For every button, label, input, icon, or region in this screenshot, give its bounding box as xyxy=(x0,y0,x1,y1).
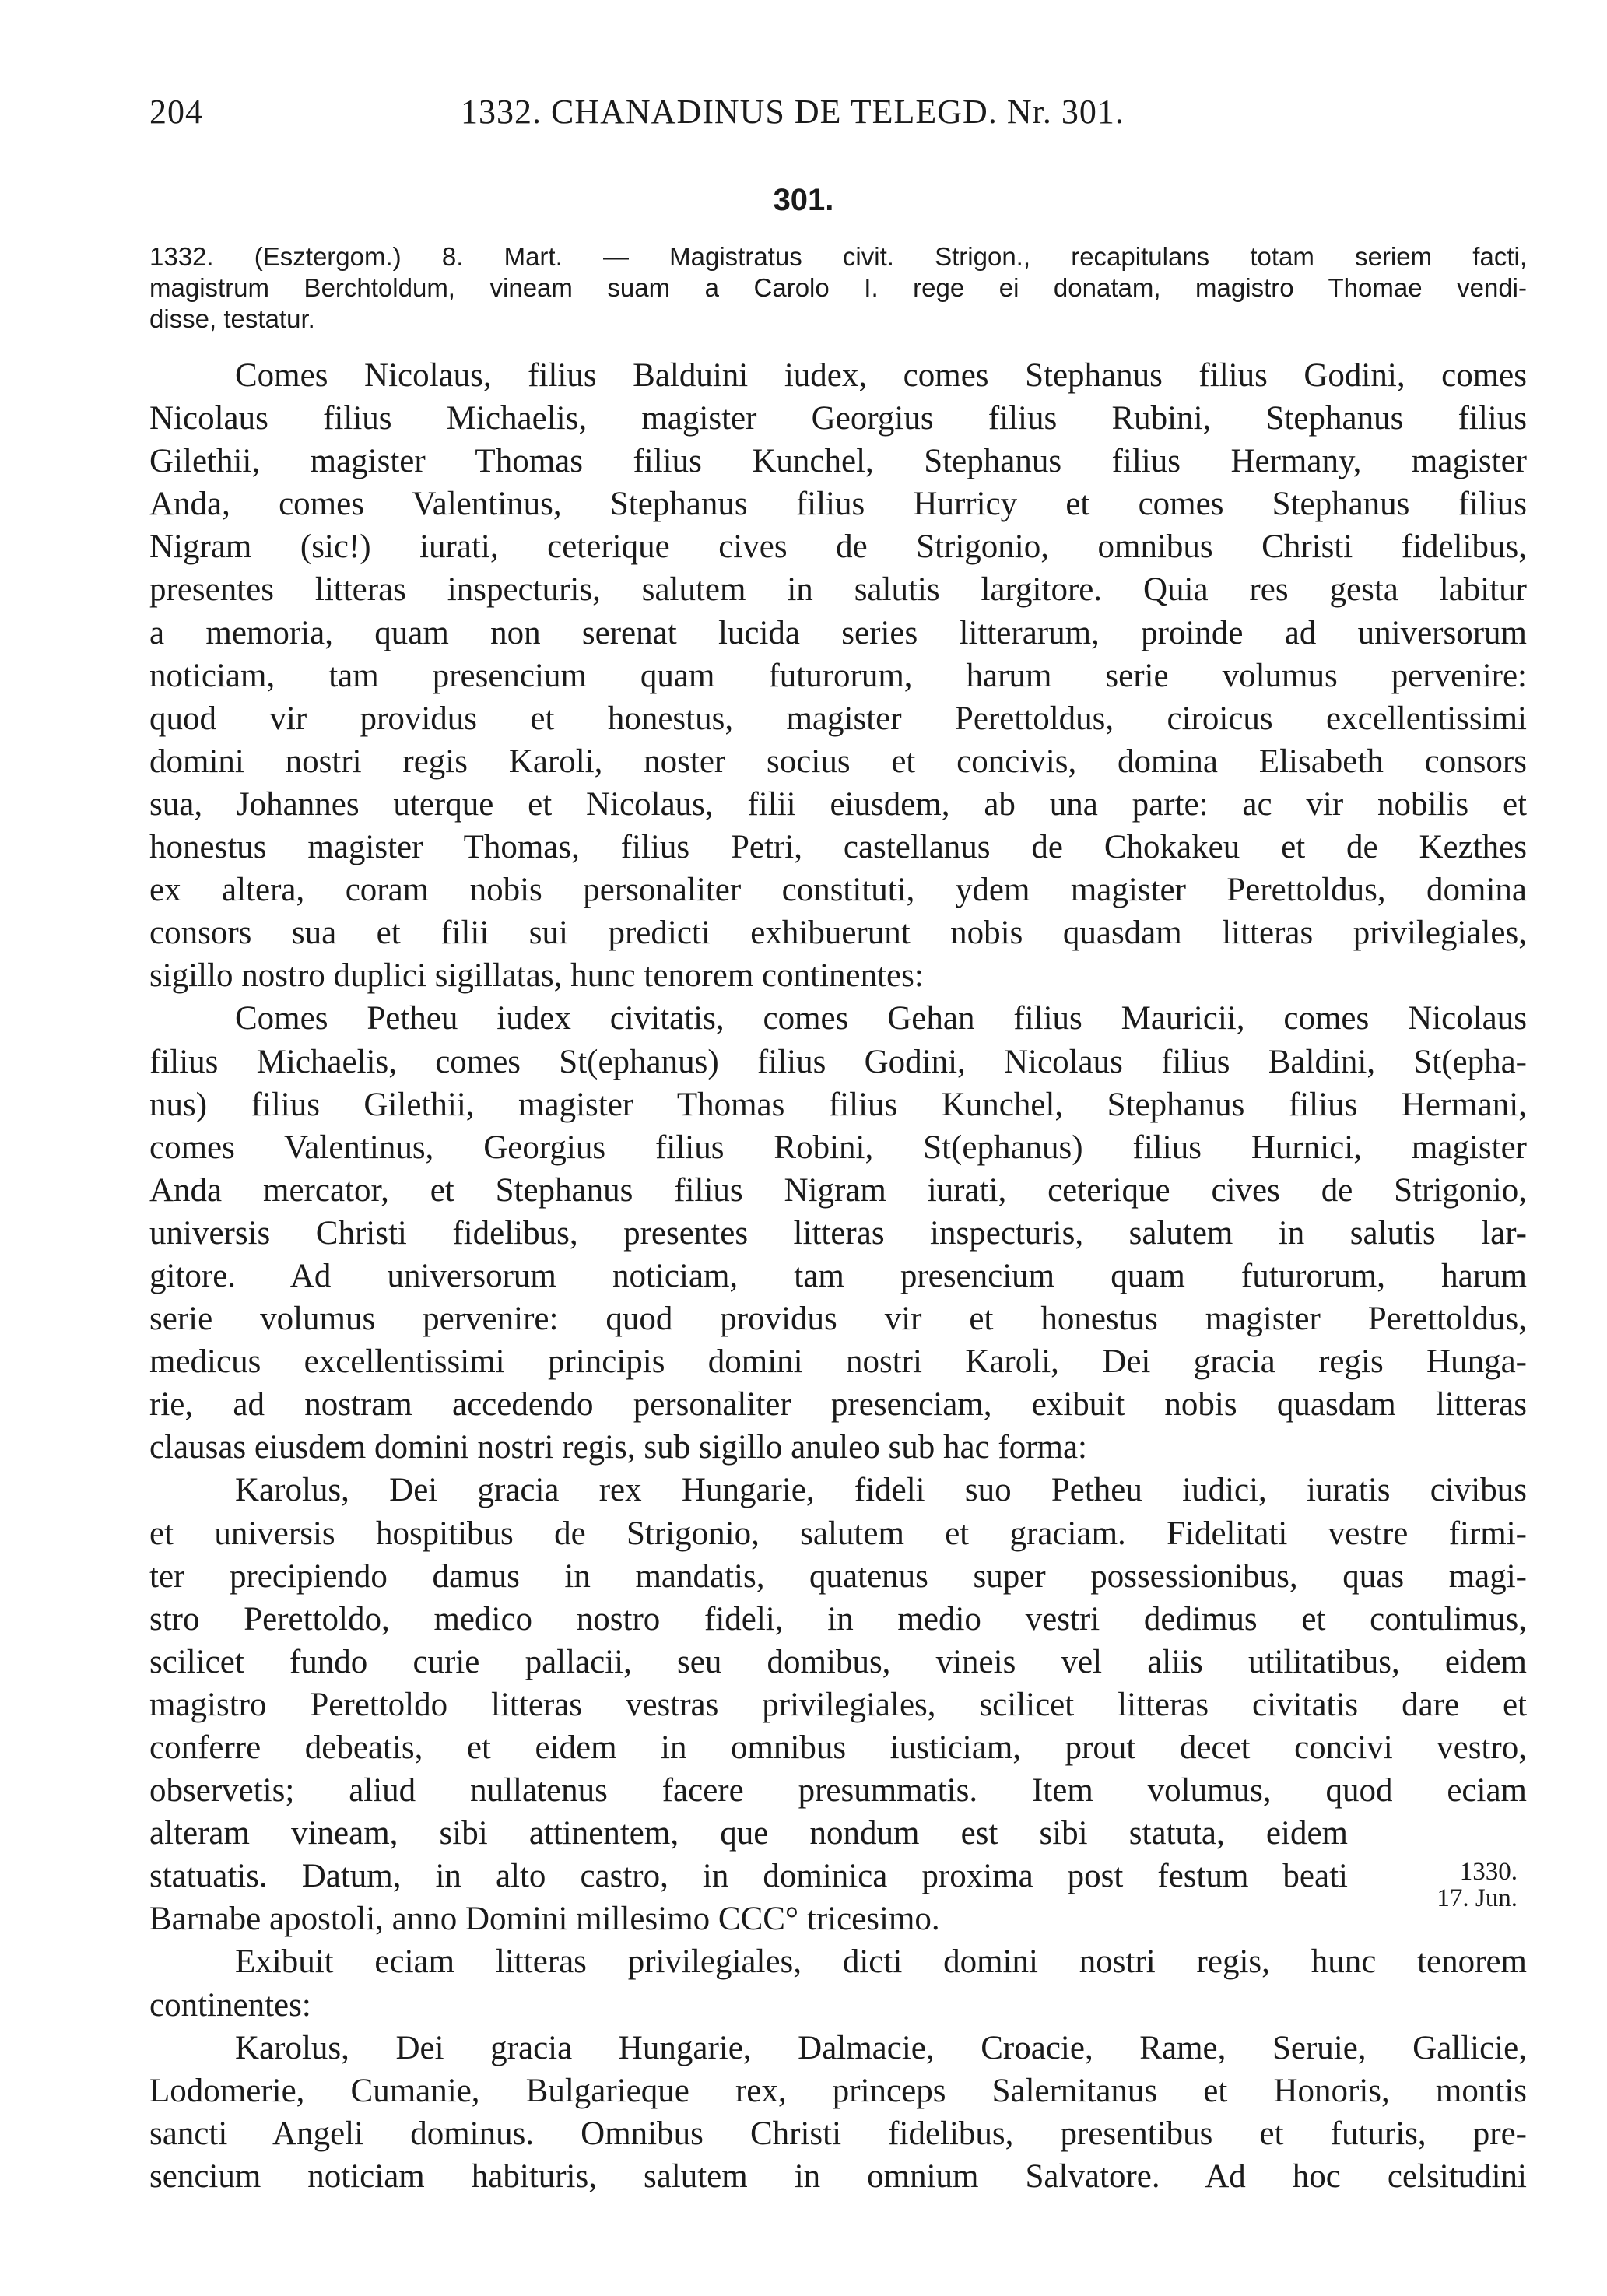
regest-line: magistrum Berchtoldum, vineam suam a Carolo I. rege ei donatam, magistro Thomae vendi- xyxy=(149,273,1527,302)
text-line: Comes Petheu iudex civitatis, comes Gehan filius Mauricii, comes Nicolaus xyxy=(235,1000,1527,1037)
regest-line: disse, testatur. xyxy=(149,304,315,333)
text-line: statuatis. Datum, in alto castro, in dominica proxima post festum beati xyxy=(149,1858,1348,1895)
text-line: medicus excellentissimi principis domini nostri Karoli, Dei gracia regis Hunga- xyxy=(149,1343,1527,1381)
text-line: Exibuit eciam litteras privilegiales, dicti domini nostri regis, hunc tenorem xyxy=(235,1943,1527,1981)
text-line: sencium noticiam habituris, salutem in omnium Salvatore. Ad hoc celsitudini xyxy=(149,2157,1527,2195)
text-line: a memoria, quam non serenat lucida series litterarum, proinde ad universorum xyxy=(149,614,1527,651)
regest-summary xyxy=(149,241,1527,335)
regest-line: 1332. (Esztergom.) 8. Mart. — Magistratus civit. Strigon., recapitulans totam seriem facti, xyxy=(149,242,1527,271)
text-line: noticiam, tam presencium quam futurorum, harum serie volumus pervenire: xyxy=(149,657,1527,694)
text-line: conferre debeatis, et eidem in omnibus iusticiam, prout decet concivi vestro, xyxy=(149,1729,1527,1766)
margin-date-note xyxy=(1401,1859,1518,1912)
text-line: alteram vineam, sibi attinentem, que nondum est sibi statuta, eidem xyxy=(149,1815,1348,1852)
text-line: nus) filius Gilethii, magister Thomas filius Kunchel, Stephanus filius Hermani, xyxy=(149,1086,1527,1123)
text-line: Nicolaus filius Michaelis, magister Georgius filius Rubini, Stephanus filius xyxy=(149,400,1527,437)
text-line: Anda mercator, et Stephanus filius Nigram iurati, ceterique cives de Strigonio, xyxy=(149,1171,1527,1209)
running-title: 1332. CHANADINUS DE TELEGD. Nr. 301. xyxy=(461,93,1125,131)
charter-text xyxy=(149,354,1527,2198)
text-line: ter precipiendo damus in mandatis, quatenus super possessionibus, quas magi- xyxy=(149,1557,1527,1595)
text-line: Karolus, Dei gracia Hungarie, Dalmacie, Croacie, Rame, Seruie, Gallicie, xyxy=(235,2029,1527,2066)
text-line: magistro Perettoldo litteras vestras privilegiales, scilicet litteras civitatis dare et xyxy=(149,1686,1527,1723)
text-line: scilicet fundo curie pallacii, seu domibus, vineis vel aliis utilitatibus, eidem xyxy=(149,1643,1527,1680)
text-line: Gilethii, magister Thomas filius Kunchel, Stephanus filius Hermany, magister xyxy=(149,443,1527,480)
text-line: comes Valentinus, Georgius filius Robini, St(ephanus) filius Hurnici, magister xyxy=(149,1129,1527,1166)
text-line: observetis; aliud nullatenus facere presummatis. Item volumus, quod eciam xyxy=(149,1772,1527,1810)
text-line: presentes litteras inspecturis, salutem in salutis largitore. Quia res gesta labitur xyxy=(149,571,1527,609)
margin-date-day: 17. Jun. xyxy=(1437,1884,1518,1912)
document-number: 301. xyxy=(773,183,834,217)
text-line: domini nostri regis Karoli, noster socius et concivis, domina Elisabeth consors xyxy=(149,743,1527,780)
text-line: filius Michaelis, comes St(ephanus) filius Godini, Nicolaus filius Baldini, St(epha- xyxy=(149,1043,1527,1080)
text-line: Nigram (sic!) iurati, ceterique cives de Strigonio, omnibus Christi fidelibus, xyxy=(149,528,1527,566)
text-line: Lodomerie, Cumanie, Bulgarieque rex, princeps Salernitanus et Honoris, montis xyxy=(149,2072,1527,2109)
text-line: clausas eiusdem domini nostri regis, sub sigillo anuleo sub hac forma: xyxy=(149,1429,1087,1466)
text-line: rie, ad nostram accedendo personaliter presenciam, exibuit nobis quasdam litteras xyxy=(149,1386,1527,1424)
margin-date-year: 1330. xyxy=(1459,1858,1518,1886)
text-line: honestus magister Thomas, filius Petri, castellanus de Chokakeu et de Kezthes xyxy=(149,829,1527,866)
text-line: Karolus, Dei gracia rex Hungarie, fideli suo Petheu iudici, iuratis civibus xyxy=(235,1472,1527,1509)
text-line: Barnabe apostoli, anno Domini millesimo CCC° tricesimo. xyxy=(149,1901,940,1938)
page-number: 204 xyxy=(149,93,203,131)
text-line: consors sua et filii sui predicti exhibuerunt nobis quasdam litteras privilegiales, xyxy=(149,915,1527,952)
text-line: gitore. Ad universorum noticiam, tam presencium quam futurorum, harum xyxy=(149,1257,1527,1294)
text-line: et universis hospitibus de Strigonio, salutem et graciam. Fidelitati vestre firmi- xyxy=(149,1515,1527,1552)
text-line: serie volumus pervenire: quod providus vir et honestus magister Perettoldus, xyxy=(149,1301,1527,1338)
text-line: Comes Nicolaus, filius Balduini iudex, comes Stephanus filius Godini, comes xyxy=(235,357,1527,394)
text-line: ex altera, coram nobis personaliter constituti, ydem magister Perettoldus, domina xyxy=(149,872,1527,909)
text-line: quod vir providus et honestus, magister Perettoldus, ciroicus excellentissimi xyxy=(149,700,1527,737)
text-line: Anda, comes Valentinus, Stephanus filius Hurricy et comes Stephanus filius xyxy=(149,486,1527,523)
text-line: continentes: xyxy=(149,1986,311,2024)
text-line: sigillo nostro duplici sigillatas, hunc tenorem continentes: xyxy=(149,957,924,995)
text-line: sancti Angeli dominus. Omnibus Christi fidelibus, presentibus et futuris, pre- xyxy=(149,2115,1527,2152)
text-line: stro Perettoldo, medico nostro fideli, in medio vestri dedimus et contulimus, xyxy=(149,1600,1527,1638)
text-line: universis Christi fidelibus, presentes litteras inspecturis, salutem in salutis lar- xyxy=(149,1214,1527,1252)
text-line: sua, Johannes uterque et Nicolaus, filii eiusdem, ab una parte: ac vir nobilis et xyxy=(149,785,1527,823)
